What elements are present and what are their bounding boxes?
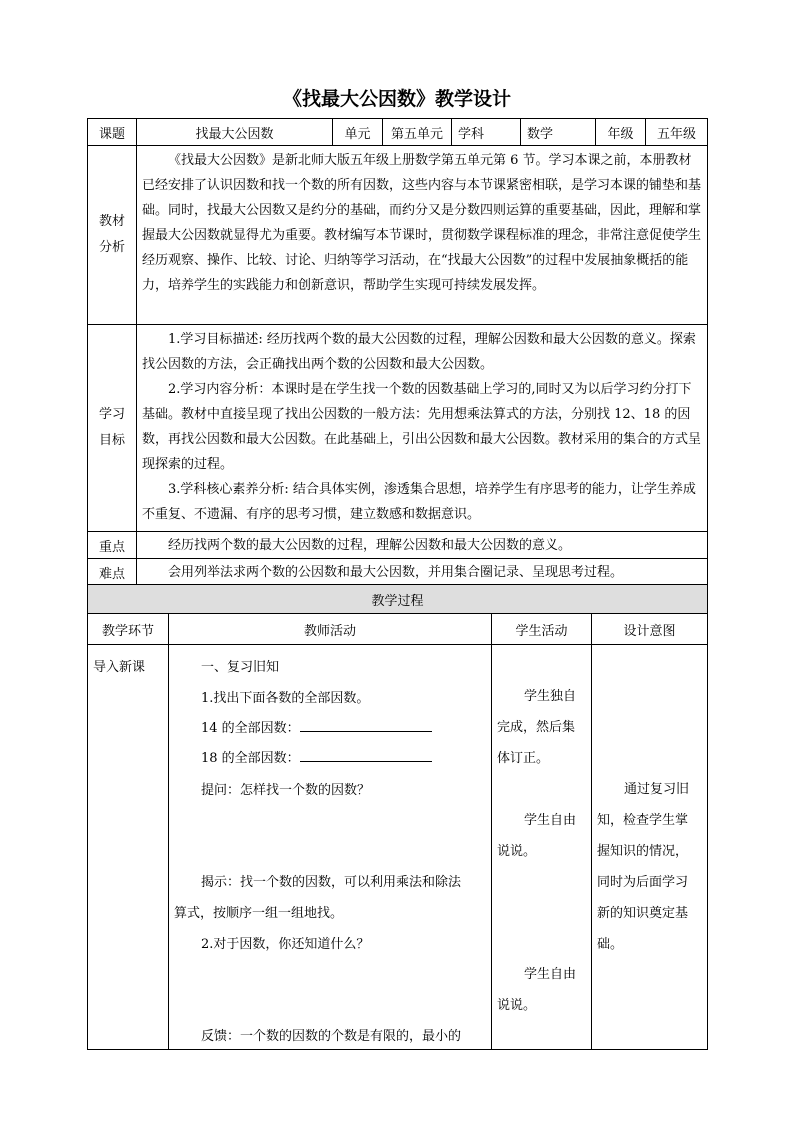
student-line-3: 体订正。 [497, 751, 550, 766]
intent-line-3: 握知识的情况， [597, 844, 689, 859]
difficulty-label: 难点 [88, 559, 137, 586]
student-line-5: 说说。 [497, 844, 537, 859]
factor-prompt-14: 14 的全部因数： [201, 721, 300, 736]
unit-label: 单元 [333, 119, 383, 146]
process-section-title: 教学过程 [88, 585, 708, 614]
intent-line-6: 础。 [597, 937, 624, 952]
teacher-line-8: 2.对于因数，你还知道什么？ [201, 937, 370, 952]
process-header-row [88, 614, 708, 645]
goal-paragraph-2: 2.学习内容分析：本课时是在学生找一个数的因数基础上学习的,同时又为以后学习约分打下基础。教材中直接呈现了找出公因数的一般方法：先用想乘法算式的方法，分别找 12、18 的因数，再找公因数和最大公因数。在此基础上，引出公因数和最大公因数。教材采用的集合的方式呈现探索的过程。 [142, 382, 702, 472]
student-line-1: 学生独自 [524, 689, 577, 704]
lesson-info-table [87, 118, 708, 586]
intent-line-2: 知，检查学生掌 [597, 813, 689, 828]
analysis-label-line1: 教材 [98, 214, 125, 229]
stage-cell [88, 645, 169, 1050]
teacher-line-6: 揭示：找一个数的因数，可以利用乘法和除法 [201, 875, 462, 890]
analysis-text: 《找最大公因数》是新北师大版五年级上册数学第五单元第 6 节。学习本课之前，本册教材已经安排了认识因数和找一个数的所有因数，这些内容与本节课紧密相联，是学习本课的铺垫和基础。同时，找最大公因数又是约分的基础，而约分又是分数四则运算的重要基础，因此，理解和掌握最大公因数就显得尤为重要。教材编写本节课时，贯彻数学课程标准的理念，非常注意促使学生经历观察、操作、比较、讨论、归纳等学习活动，在“找最大公因数”的过程中发展抽象概括的能力，培养学生的实践能力和创新意识，帮助学生实现可持续发展发挥。 [137, 146, 708, 325]
header-teacher: 教师活动 [169, 614, 492, 645]
answer-blank-18 [300, 749, 432, 762]
goals-label [88, 325, 137, 532]
goals-label-line1: 学习 [98, 407, 125, 422]
teacher-line-1: 一、复习旧知 [201, 660, 280, 675]
teaching-process-table [87, 584, 708, 1050]
intent-line-5: 新的知识奠定基 [597, 906, 689, 921]
student-line-4: 学生自由 [524, 813, 577, 828]
info-row [88, 119, 708, 146]
key-point-row [88, 532, 708, 559]
intent-line-4: 同时为后面学习 [597, 875, 689, 890]
page-title: 《找最大公因数》教学设计 [282, 88, 511, 110]
teacher-line-9: 反馈：一个数的因数的个数是有限的，最小的 [201, 1029, 462, 1044]
stage-name: 导入新课 [93, 660, 146, 675]
subject-value: 数学 [521, 119, 596, 146]
difficulty-text: 会用列举法求两个数的公因数和最大公因数，并用集合圈记录、呈现思考过程。 [137, 559, 708, 586]
teacher-activity-cell [169, 645, 492, 1050]
factor-prompt-18: 18 的全部因数： [201, 751, 300, 766]
analysis-label-line2: 分析 [98, 240, 125, 255]
teacher-line-5: 提问：怎样找一个数的因数？ [201, 783, 371, 798]
topic-label: 课题 [88, 119, 137, 146]
grade-value: 五年级 [646, 119, 708, 146]
student-line-7: 说说。 [497, 998, 537, 1013]
student-activity-cell [492, 645, 592, 1050]
teacher-line-4 [201, 747, 432, 766]
design-intent-cell [592, 645, 708, 1050]
key-label: 重点 [88, 532, 137, 559]
header-stage: 教学环节 [88, 614, 169, 645]
goals-row [88, 325, 708, 532]
unit-value: 第五单元 [383, 119, 452, 146]
goal-paragraph-3: 3.学科核心素养分析: 结合具体实例，渗透集合思想，培养学生有序思考的能力，让学生养成不重复、不遗漏、有序的思考习惯，建立数感和数据意识。 [142, 482, 696, 522]
teacher-line-3 [201, 717, 432, 736]
teacher-line-2: 1.找出下面各数的全部因数。 [201, 691, 370, 706]
difficulty-row [88, 559, 708, 586]
teacher-line-7: 算式，按顺序一组一组地找。 [174, 906, 344, 921]
student-line-2: 完成，然后集 [497, 720, 576, 735]
goals-content [137, 325, 708, 532]
grade-label: 年级 [596, 119, 646, 146]
goal-paragraph-1: 1.学习目标描述: 经历找两个数的最大公因数的过程，理解公因数和最大公因数的意义。探索找公因数的方法，会正确找出两个数的公因数和最大公因数。 [142, 332, 696, 372]
answer-blank-14 [300, 719, 432, 732]
key-text: 经历找两个数的最大公因数的过程，理解公因数和最大公因数的意义。 [137, 532, 708, 559]
analysis-row [88, 146, 708, 325]
process-section-row [88, 585, 708, 614]
topic-value: 找最大公因数 [137, 119, 333, 146]
intent-line-1: 通过复习旧 [624, 782, 690, 797]
student-line-6: 学生自由 [524, 967, 577, 982]
analysis-label [88, 146, 137, 325]
header-student: 学生活动 [492, 614, 592, 645]
goals-label-line2: 目标 [98, 433, 125, 448]
process-row-intro [88, 645, 708, 1050]
subject-label: 学科 [452, 119, 521, 146]
header-intent: 设计意图 [592, 614, 708, 645]
